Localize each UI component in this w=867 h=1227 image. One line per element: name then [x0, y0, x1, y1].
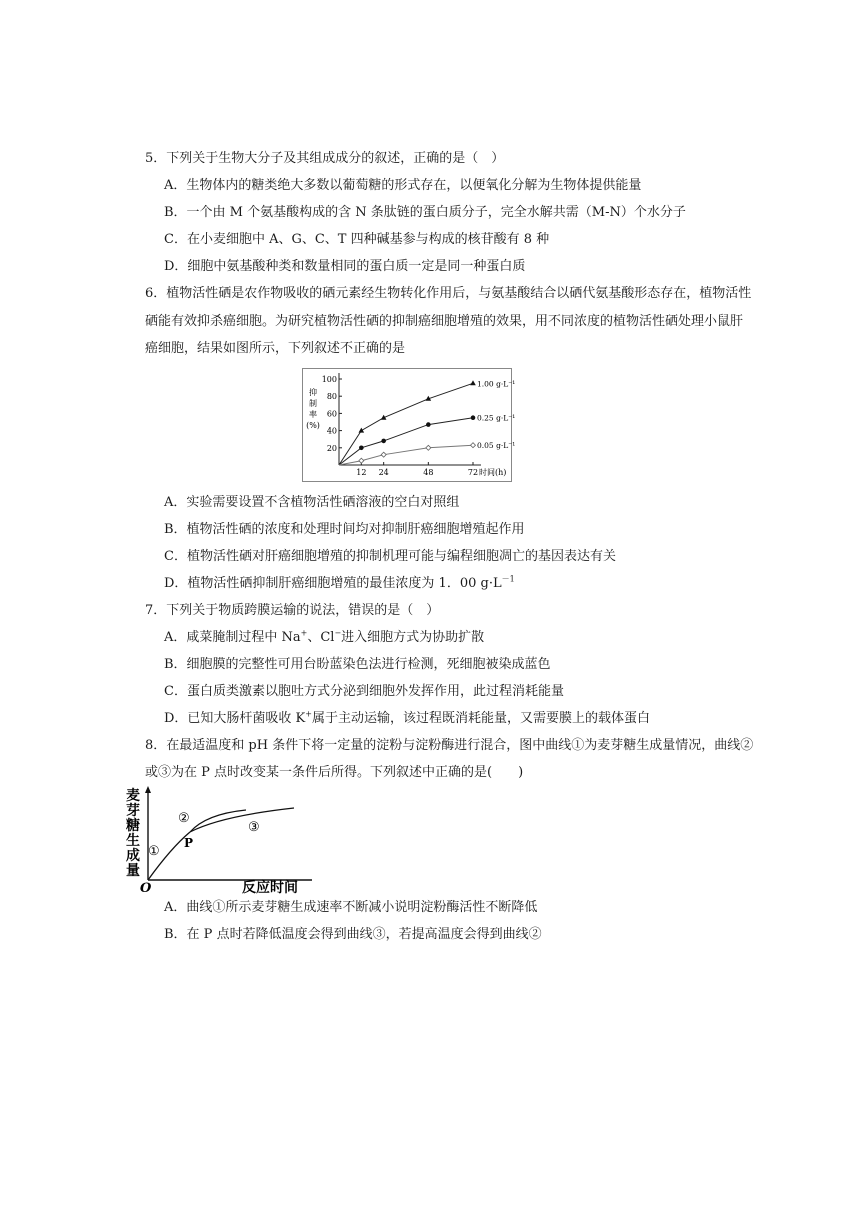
maltose-curve-diagram [126, 786, 316, 894]
chart-point-diamond [381, 452, 386, 457]
q6-option-b: B．植物活性硒的浓度和处理时间均对抑制肝癌细胞增殖起作用 [164, 522, 525, 537]
chart-point-diamond [471, 443, 476, 448]
diagram-ylabel-char-3: 糖 [126, 818, 140, 834]
q7-stem: 7．下列关于物质跨膜运输的说法，错误的是（ ） [145, 603, 440, 618]
chart-ylabel-char: 抑 [309, 388, 317, 397]
q7-option-d-part-1: D．已知大肠杆菌吸收 K [164, 711, 306, 726]
chart-point-circle [381, 439, 386, 444]
curve-3-label: ③ [248, 820, 260, 835]
q8-stem-line-1: 8．在最适温度和 pH 条件下将一定量的淀粉与淀粉酶进行混合，图中曲线①为麦芽糖生成量情况，曲线② [145, 738, 754, 753]
q6-option-d-exponent: －1 [501, 574, 515, 584]
chart-series-label: 0.05 g·L⁻¹ [477, 441, 516, 451]
chart-series-label: 0.25 g·L⁻¹ [477, 413, 516, 423]
q7-option-a-part-1: A．咸菜腌制过程中 Na [164, 630, 301, 645]
diagram-ylabel-char-6: 量 [126, 863, 140, 879]
q7-option-a-part-3: 进入细胞方式为协助扩散 [341, 630, 485, 645]
q6-stem-line-2: 硒能有效抑杀癌细胞。为研究植物活性硒的抑制癌细胞增殖的效果，用不同浓度的植物活性硒处理小鼠肝 [145, 314, 744, 329]
q6-option-d [164, 575, 515, 593]
chart-point-circle [359, 446, 364, 451]
q5-stem: 5．下列关于生物大分子及其组成成分的叙述，正确的是（ ） [145, 151, 505, 166]
diagram-y-arrow [145, 786, 151, 793]
inhibition-rate-chart [302, 368, 516, 482]
q6-stem-line-3: 癌细胞，结果如图所示，下列叙述不正确的是 [145, 341, 406, 356]
diagram-ylabel-char-2: 芽 [126, 803, 140, 819]
chart-ylabel-char: 率 [309, 410, 317, 419]
q7-option-a [164, 629, 484, 647]
curve-1-label: ① [148, 844, 160, 859]
q8-option-a: A．曲线①所示麦芽糖生成速率不断减小说明淀粉酶活性不断降低 [164, 900, 538, 915]
q6-option-a: A．实验需要设置不含植物活性硒溶液的空白对照组 [164, 495, 460, 510]
point-p-label: P [184, 836, 194, 850]
chart-ylabel-char: (%) [306, 421, 320, 430]
q7-option-a-sup-1: + [300, 628, 308, 638]
q7-option-b: B．细胞膜的完整性可用台盼蓝染色法进行检测，死细胞被染成蓝色 [164, 657, 551, 672]
chart-y-tick-label: 80 [326, 392, 337, 402]
inhibition-rate-chart-svg [303, 369, 516, 481]
q8-stem-line-2: 或③为在 P 点时改变某一条件后所得。下列叙述中正确的是( ) [145, 765, 524, 780]
q5-option-d: D．细胞中氨基酸种类和数量相同的蛋白质一定是同一种蛋白质 [164, 259, 526, 274]
chart-point-diamond [426, 445, 431, 450]
chart-point-triangle [359, 428, 365, 433]
q6-stem-line-1: 6．植物活性硒是农作物吸收的硒元素经生物转化作用后，与氨基酸结合以硒代氨基酸形态存在，植物活性 [145, 286, 752, 301]
q6-option-c: C．植物活性硒对肝癌细胞增殖的抑制机理可能与编程细胞凋亡的基因表达有关 [164, 549, 616, 564]
chart-point-circle [471, 415, 476, 420]
chart-series-label: 1.00 g·L⁻¹ [477, 379, 516, 389]
q7-option-d-part-2: 属于主动运输，该过程既消耗能量，又需要膜上的载体蛋白 [311, 711, 650, 726]
q7-option-a-sup-2: − [334, 628, 342, 638]
chart-ylabel-char: 制 [309, 399, 317, 408]
chart-point-triangle [470, 380, 476, 385]
chart-y-tick-label: 20 [326, 443, 337, 453]
chart-xlabel: 时间(h) [479, 468, 507, 477]
q8-option-b: B．在 P 点时若降低温度会得到曲线③，若提高温度会得到曲线② [164, 927, 542, 942]
q7-option-a-part-2: 、Cl [307, 630, 335, 645]
chart-y-tick-label: 100 [321, 375, 337, 384]
q6-option-d-text: D．植物活性硒抑制肝癌细胞增殖的最佳浓度为 1．00 g·L [164, 576, 502, 591]
diagram-origin-label: O [140, 881, 152, 896]
chart-x-tick-label: 24 [378, 468, 389, 477]
diagram-ylabel-char-1: 麦 [126, 788, 140, 804]
chart-series-line [339, 418, 473, 465]
curve-2-label: ② [178, 811, 190, 826]
chart-y-tick-label: 60 [326, 409, 337, 419]
chart-y-tick-label: 40 [326, 426, 337, 436]
chart-x-tick-label: 72 [467, 468, 479, 477]
chart-series-line [339, 383, 473, 465]
q7-option-d [164, 710, 650, 728]
chart-x-tick-label: 48 [423, 468, 434, 477]
q5-option-b: B．一个由 M 个氨基酸构成的含 N 条肽链的蛋白质分子，完全水解共需（M-N）个水分子 [164, 205, 686, 220]
q5-option-a: A．生物体内的糖类绝大多数以葡萄糖的形式存在，以便氧化分解为生物体提供能量 [164, 178, 642, 193]
diagram-ylabel-char-4: 生 [126, 833, 140, 849]
diagram-xlabel: 反应时间 [242, 880, 298, 896]
maltose-curve-svg [126, 786, 316, 894]
chart-point-circle [426, 422, 431, 427]
diagram-ylabel-char-5: 成 [126, 848, 140, 864]
chart-x-tick-label: 12 [356, 468, 367, 477]
q7-option-c: C．蛋白质类激素以胞吐方式分泌到细胞外发挥作用，此过程消耗能量 [164, 684, 564, 699]
q7-option-d-sup: + [305, 709, 312, 719]
chart-point-diamond [359, 458, 364, 463]
q5-option-c: C．在小麦细胞中 A、G、C、T 四种碱基参与构成的核苷酸有 8 种 [164, 232, 550, 247]
